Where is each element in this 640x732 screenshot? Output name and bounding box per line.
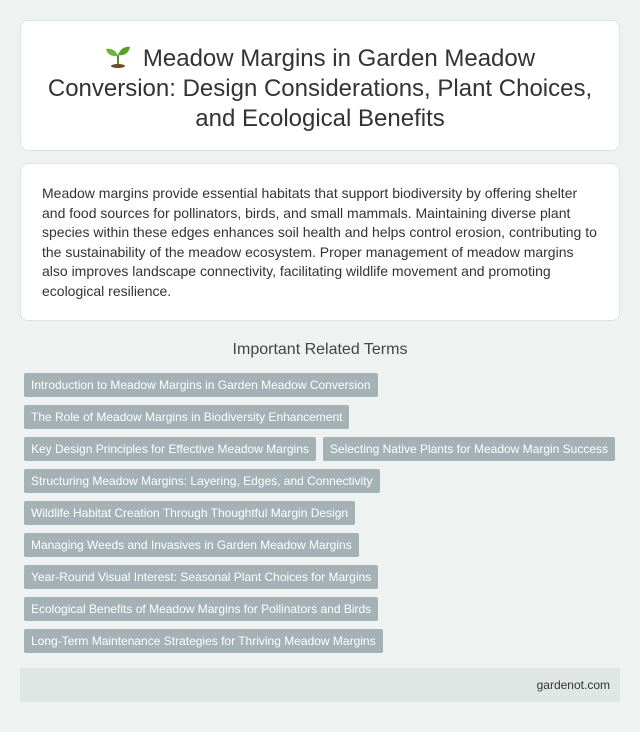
related-term-tag[interactable]: Structuring Meadow Margins: Layering, Edges, and Connectivity (24, 469, 380, 493)
page-title (41, 44, 599, 134)
related-term-tag[interactable]: Key Design Principles for Effective Meadow Margins (24, 437, 316, 461)
page-title-text: Meadow Margins in Garden Meadow Conversion: Design Considerations, Plant Choices, and Ecological Benefits (47, 45, 593, 132)
related-term-tag[interactable]: The Role of Meadow Margins in Biodiversity Enhancement (24, 405, 349, 429)
footer (20, 668, 620, 702)
related-term-tag[interactable]: Managing Weeds and Invasives in Garden Meadow Margins (24, 533, 359, 557)
summary-card (20, 163, 620, 321)
footer-site-link[interactable]: gardenot.com (536, 678, 610, 692)
related-term-tag[interactable]: Introduction to Meadow Margins in Garden Meadow Conversion (24, 373, 378, 397)
related-term-tag[interactable]: Selecting Native Plants for Meadow Margin Success (323, 437, 615, 461)
sprout-icon (105, 44, 131, 68)
related-term-tag[interactable]: Year-Round Visual Interest: Seasonal Plant Choices for Margins (24, 565, 378, 589)
related-terms-heading: Important Related Terms (232, 341, 408, 358)
related-term-tag[interactable]: Wildlife Habitat Creation Through Thoughtful Margin Design (24, 501, 355, 525)
related-term-tag[interactable]: Ecological Benefits of Meadow Margins for Pollinators and Birds (24, 597, 378, 621)
related-term-tag[interactable]: Long-Term Maintenance Strategies for Thriving Meadow Margins (24, 629, 383, 653)
related-terms-list (20, 373, 624, 661)
summary-text: Meadow margins provide essential habitats that support biodiversity by offering shelter and food sources for pollinators, birds, and small mammals. Maintaining diverse plant species within these edges enhances soil health and helps control erosion, contributing to the sustainability of the meadow ecosystem. Proper management of meadow margins also improves landscape connectivity, facilitating wildlife movement and promoting ecological resilience. (42, 185, 597, 299)
title-card (20, 20, 620, 151)
